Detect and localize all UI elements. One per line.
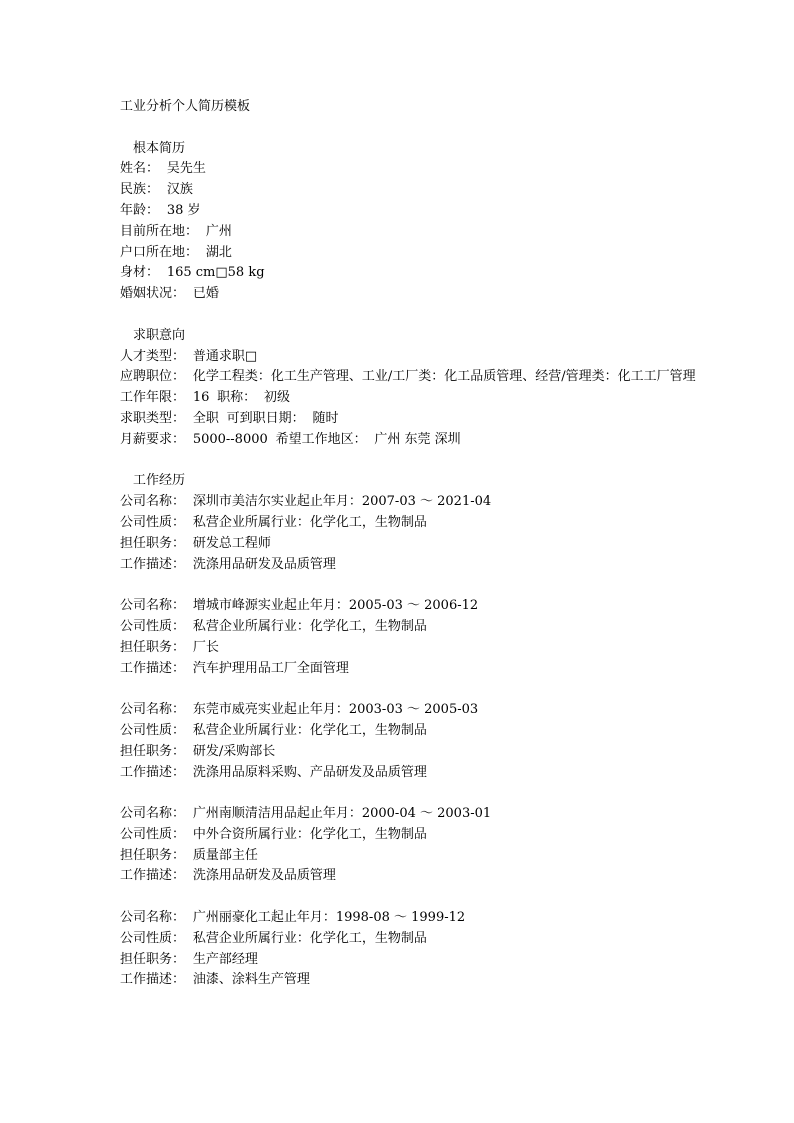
company-name: 深圳市美洁尔实业 xyxy=(192,494,297,510)
description: 汽车护理用品工厂全面管理 xyxy=(192,660,349,676)
value: 已婚 xyxy=(192,286,219,302)
spacer xyxy=(120,679,700,700)
job-nature-row xyxy=(120,513,700,534)
row-age xyxy=(120,201,700,222)
industry: 化学化工，生物制品 xyxy=(309,618,427,634)
label: 身材： xyxy=(120,265,160,281)
label: 担任职务： xyxy=(120,639,186,655)
label: 月薪要求： xyxy=(120,431,186,447)
company-nature: 私营企业 xyxy=(192,722,245,738)
label: 姓名： xyxy=(120,161,160,177)
job-role-row xyxy=(120,638,700,659)
row-talent-type xyxy=(120,347,700,368)
job-desc-row xyxy=(120,659,700,680)
row-name xyxy=(120,159,700,180)
label: 担任职务： xyxy=(120,743,186,759)
label: 担任职务： xyxy=(120,535,186,551)
label: 公司名称： xyxy=(120,702,186,718)
label: 担任职务： xyxy=(120,847,186,863)
label: 公司性质： xyxy=(120,618,186,634)
period: 2005-03 ～ 2006-12 xyxy=(348,598,479,614)
label: 所属行业： xyxy=(244,722,310,738)
label: 人才类型： xyxy=(120,348,186,364)
value: 全职 xyxy=(192,410,219,426)
row-position xyxy=(120,367,700,388)
job-entry xyxy=(120,596,700,700)
role: 质量部主任 xyxy=(192,847,258,863)
document-title: 工业分析个人简历模板 xyxy=(120,99,251,114)
job-company-row xyxy=(120,804,700,825)
label: 工作描述： xyxy=(120,764,186,780)
label: 公司名称： xyxy=(120,494,186,510)
job-nature-row xyxy=(120,721,700,742)
period: 2007-03 ～ 2021-04 xyxy=(361,494,492,510)
value: 普通求职□ xyxy=(192,348,258,364)
label: 所属行业： xyxy=(244,930,310,946)
job-company-row xyxy=(120,596,700,617)
value: 165 cm□58 kg xyxy=(166,265,265,281)
label: 民族： xyxy=(120,182,160,198)
job-role-row xyxy=(120,846,700,867)
label: 公司性质： xyxy=(120,930,186,946)
value: 广州 xyxy=(205,223,232,239)
label: 所属行业： xyxy=(244,826,310,842)
label: 担任职务： xyxy=(120,951,186,967)
job-desc-row xyxy=(120,555,700,576)
label: 职称： xyxy=(217,390,257,406)
value: 5000--8000 xyxy=(192,431,268,447)
row-salary xyxy=(120,430,700,451)
job-role-row xyxy=(120,534,700,555)
label: 希望工作地区： xyxy=(275,431,367,447)
job-role-row xyxy=(120,742,700,763)
label: 起止年月： xyxy=(283,702,349,718)
label: 所属行业： xyxy=(244,514,310,530)
label: 公司名称： xyxy=(120,910,186,926)
job-nature-row xyxy=(120,825,700,846)
spacer xyxy=(120,305,700,326)
role: 研发/采购部长 xyxy=(192,743,276,759)
job-nature-row xyxy=(120,929,700,950)
label: 公司性质： xyxy=(120,826,186,842)
label: 目前所在地： xyxy=(120,223,199,239)
company-nature: 中外合资 xyxy=(192,826,245,842)
role: 生产部经理 xyxy=(192,951,258,967)
value: 吴先生 xyxy=(166,161,206,177)
label: 公司性质： xyxy=(120,722,186,738)
value: 广州 东莞 深圳 xyxy=(374,431,461,447)
description: 洗涤用品研发及品质管理 xyxy=(192,556,336,572)
description: 油漆、涂料生产管理 xyxy=(192,972,310,988)
label: 工作年限： xyxy=(120,390,186,406)
label: 求职类型： xyxy=(120,410,186,426)
period: 1998-08 ～ 1999-12 xyxy=(335,910,466,926)
role: 研发总工程师 xyxy=(192,535,271,551)
label: 公司名称： xyxy=(120,598,186,614)
company-name: 东莞市威亮实业 xyxy=(192,702,284,718)
row-body xyxy=(120,263,700,284)
value: 初级 xyxy=(263,390,290,406)
job-desc-row xyxy=(120,970,700,991)
company-nature: 私营企业 xyxy=(192,930,245,946)
section-title-intent: 求职意向 xyxy=(133,327,186,343)
label: 户口所在地： xyxy=(120,244,199,260)
row-marital xyxy=(120,284,700,305)
label: 应聘职位： xyxy=(120,369,186,385)
period: 2003-03 ～ 2005-03 xyxy=(348,702,479,718)
value: 16 xyxy=(192,390,210,406)
section-title-experience: 工作经历 xyxy=(133,473,186,489)
company-nature: 私营企业 xyxy=(192,618,245,634)
spacer xyxy=(120,451,700,472)
value: 汉族 xyxy=(166,182,193,198)
job-role-row xyxy=(120,950,700,971)
label: 起止年月： xyxy=(296,806,362,822)
row-current-location xyxy=(120,222,700,243)
resume-document xyxy=(120,97,700,991)
job-entry xyxy=(120,700,700,804)
industry: 化学化工，生物制品 xyxy=(309,930,427,946)
label: 工作描述： xyxy=(120,556,186,572)
industry: 化学化工，生物制品 xyxy=(309,826,427,842)
label: 可到职日期： xyxy=(226,410,305,426)
label: 公司名称： xyxy=(120,806,186,822)
period: 2000-04 ～ 2003-01 xyxy=(361,806,492,822)
value: 38 岁 xyxy=(166,202,201,218)
value: 随时 xyxy=(312,410,339,426)
spacer xyxy=(120,887,700,908)
spacer xyxy=(120,783,700,804)
label: 工作描述： xyxy=(120,972,186,988)
label: 年龄： xyxy=(120,202,160,218)
description: 洗涤用品研发及品质管理 xyxy=(192,868,336,884)
job-nature-row xyxy=(120,617,700,638)
row-job-type xyxy=(120,409,700,430)
label: 工作描述： xyxy=(120,660,186,676)
job-entry xyxy=(120,804,700,908)
label: 起止年月： xyxy=(270,910,336,926)
job-company-row xyxy=(120,492,700,513)
industry: 化学化工，生物制品 xyxy=(309,722,427,738)
job-entry xyxy=(120,492,700,596)
company-name: 增城市峰源实业 xyxy=(192,598,284,614)
company-nature: 私营企业 xyxy=(192,514,245,530)
spacer xyxy=(120,575,700,596)
job-company-row xyxy=(120,700,700,721)
company-name: 广州南顺清洁用品 xyxy=(192,806,297,822)
description: 洗涤用品原料采购、产品研发及品质管理 xyxy=(192,764,427,780)
row-hukou xyxy=(120,243,700,264)
label: 婚姻状况： xyxy=(120,286,186,302)
label: 起止年月： xyxy=(283,598,349,614)
value: 湖北 xyxy=(205,244,232,260)
value: 化学工程类：化工生产管理、工业/工厂类：化工品质管理、经营/管理类：化工工厂管理 xyxy=(192,369,696,385)
job-desc-row xyxy=(120,763,700,784)
section-title-basic: 根本简历 xyxy=(133,140,186,156)
row-ethnicity xyxy=(120,180,700,201)
label: 公司性质： xyxy=(120,514,186,530)
label: 所属行业： xyxy=(244,618,310,634)
role: 厂长 xyxy=(192,639,219,655)
job-company-row xyxy=(120,908,700,929)
industry: 化学化工，生物制品 xyxy=(309,514,427,530)
company-name: 广州丽豪化工 xyxy=(192,910,271,926)
row-years xyxy=(120,388,700,409)
job-list xyxy=(120,492,700,991)
label: 起止年月： xyxy=(296,494,362,510)
job-desc-row xyxy=(120,866,700,887)
label: 工作描述： xyxy=(120,868,186,884)
job-entry xyxy=(120,908,700,991)
